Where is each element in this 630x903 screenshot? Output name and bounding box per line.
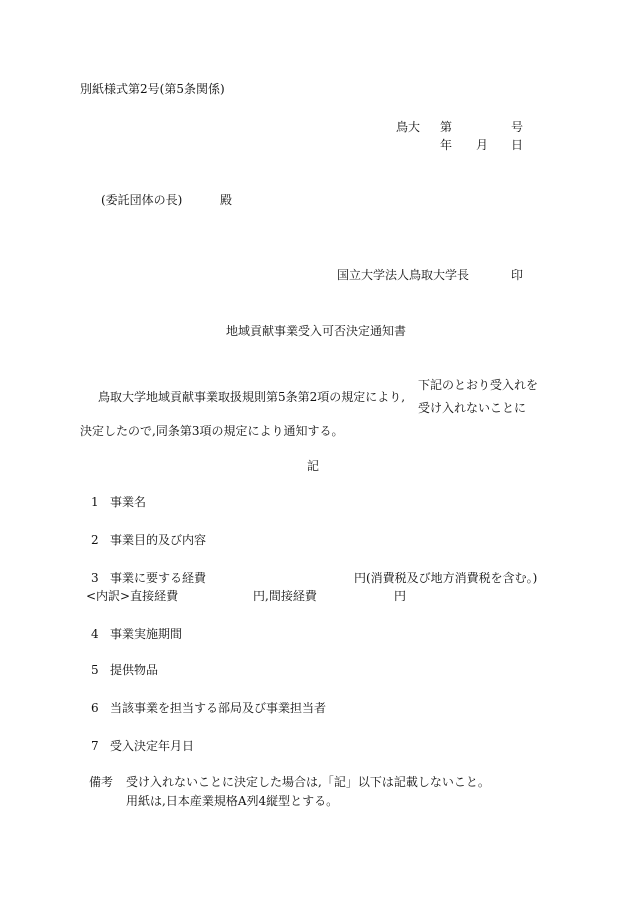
- expense-breakdown-direct: <内訳>直接経費: [86, 589, 179, 603]
- doc-number-dai: 第: [440, 120, 453, 134]
- option-reject: 受け入れないことに: [418, 401, 527, 415]
- body-lead: 鳥取大学地域貢献事業取扱規則第5条第2項の規定により,: [98, 390, 406, 404]
- option-accept: 下記のとおり受入れを: [418, 378, 539, 392]
- expense-yen-end: 円: [394, 589, 407, 603]
- notes-label: 備考: [89, 775, 114, 789]
- item-5-number: 5: [91, 663, 99, 677]
- item-3-label: 事業に要する経費: [110, 571, 207, 585]
- addressee-honorific: 殿: [220, 193, 233, 207]
- sender-title: 国立大学法人鳥取大学長: [337, 268, 470, 282]
- date-day: 日: [511, 138, 524, 152]
- item-6-number: 6: [91, 701, 99, 715]
- item-4-number: 4: [91, 627, 99, 641]
- notes-line-2: 用紙は,日本産業規格A列4縦型とする。: [126, 794, 339, 808]
- date-month: 月: [476, 138, 489, 152]
- item-7-number: 7: [91, 739, 99, 753]
- doc-number-prefix: 鳥大: [396, 120, 421, 134]
- doc-title: 地域貢献事業受入可否決定通知書: [226, 324, 407, 338]
- item-3-number: 3: [91, 571, 99, 585]
- item-2-number: 2: [91, 533, 99, 547]
- form-label: 別紙様式第2号(第5条関係): [80, 82, 225, 96]
- expense-indirect-label: 円,間接経費: [253, 589, 317, 603]
- addressee-name: (委託団体の長): [101, 193, 183, 207]
- item-6-label: 当該事業を担当する部局及び事業担当者: [110, 701, 327, 715]
- doc-number-go: 号: [511, 120, 524, 134]
- sender-seal: 印: [511, 268, 524, 282]
- item-1-number: 1: [91, 495, 99, 509]
- ki-heading: 記: [307, 459, 320, 473]
- item-1-label: 事業名: [110, 495, 147, 509]
- item-2-label: 事業目的及び内容: [110, 533, 207, 547]
- item-7-label: 受入決定年月日: [110, 739, 195, 753]
- date-year: 年: [440, 138, 453, 152]
- item-5-label: 提供物品: [110, 663, 159, 677]
- notes-line-1: 受け入れないことに決定した場合は,「記」以下は記載しないこと。: [126, 775, 490, 789]
- body-continuation: 決定したので,同条第3項の規定により通知する。: [80, 424, 344, 438]
- item-4-label: 事業実施期間: [110, 627, 183, 641]
- expense-yen-tax: 円(消費税及び地方消費税を含む。): [354, 571, 538, 585]
